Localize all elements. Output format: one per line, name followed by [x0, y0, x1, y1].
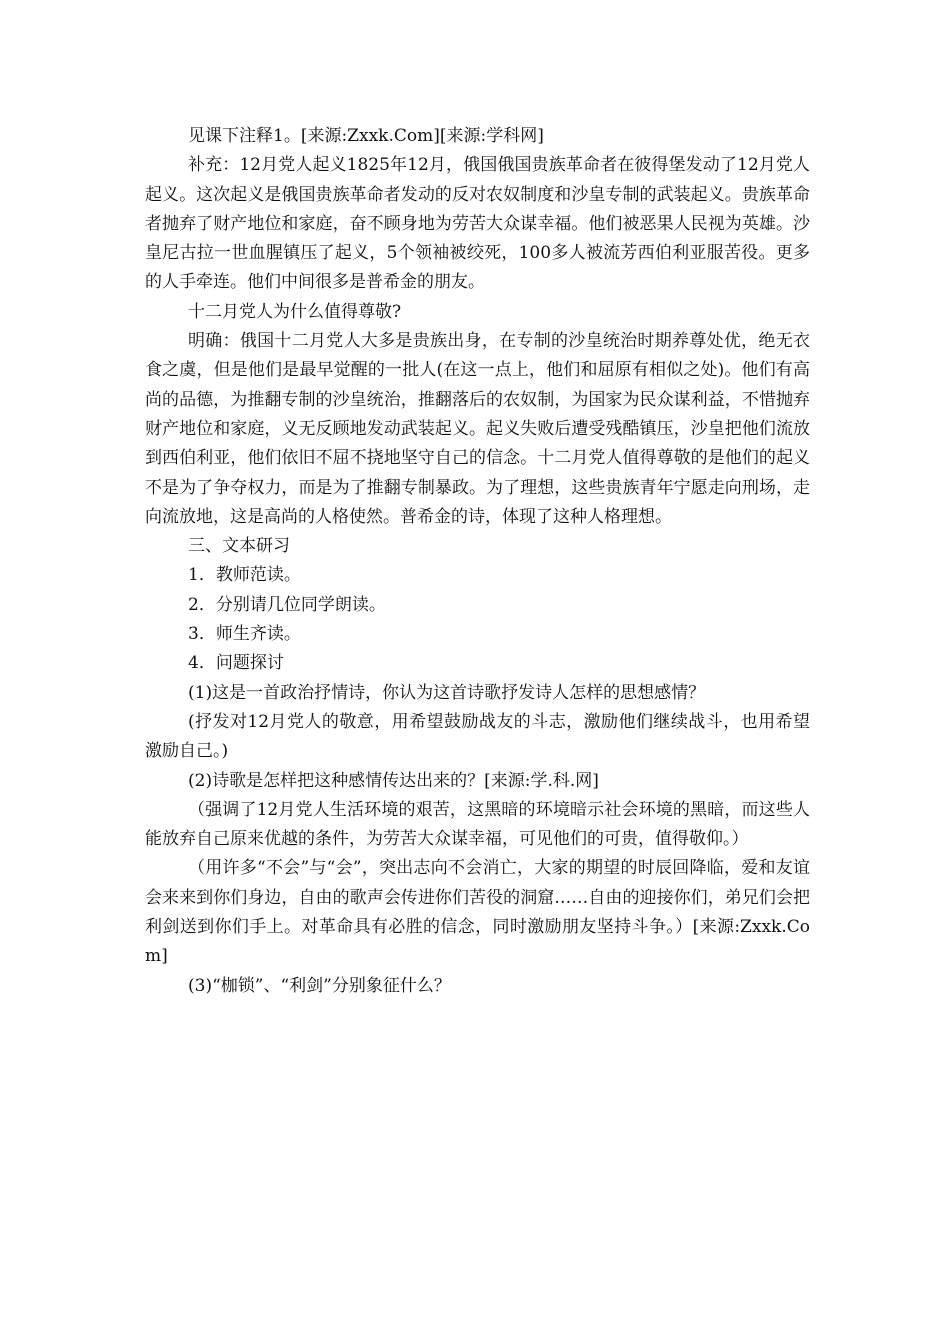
question-3: (3)“枷锁”、“利剑”分别象征什么？: [188, 975, 451, 996]
paragraph-clarification: 明确：俄国十二月党人大多是贵族出身，在专制的沙皇统治时期养尊处优，绝无衣食之虞，但是他们是最早觉醒的一批人(在这一点上，他们和屈原有相似之处)。他们有高尚的品德，为推翻专制的沙皇统治，推翻落后的农奴制，为国家为民众谋利益，不惜抛弃财产地位和家庭，义无反顾地发动武装起义。起义失败后遭受残酷镇压，沙皇把他们流放到西伯利亚，他们依旧不屈不挠地坚守自己的信念。十二月党人值得尊敬的是他们的起义不是为了争夺权力，而是为了推翻专制暴政。为了理想，这些贵族青年宁愿走向刑场，走向流放地，这是高尚的人格使然。普希金的诗，体现了这种人格理想。: [145, 331, 810, 527]
paragraph-question-respect: 十二月党人为什么值得尊敬?: [188, 301, 402, 322]
paragraph-supplement: 补充：12月党人起义1825年12月，俄国俄国贵族革命者在彼得堡发动了12月党人起义。这次起义是俄国贵族革命者发动的反对农奴制度和沙皇专制的武装起义。贵族革命者抛弃了财产地位和家庭，奋不顾身地为劳苦大众谋幸福。他们被恶果人民视为英雄。沙皇尼古拉一世血腥镇压了起义，5个领袖被绞死，100多人被流芳西伯利亚服苦役。更多的人手牵连。他们中间很多是普希金的朋友。: [145, 155, 810, 293]
list-item-teacher-reading: 1．教师范读。: [188, 565, 301, 586]
section-heading-text-study: 三、文本研习: [188, 536, 290, 557]
answer-1: (抒发对12月党人的敬意，用希望鼓励战友的斗志，激励他们继续战斗，也用希望激励自己。): [145, 711, 810, 762]
list-item-group-reading: 3．师生齐读。: [188, 624, 301, 645]
question-2: (2)诗歌是怎样把这种感情传达出来的？[来源:学.科.网]: [188, 770, 599, 791]
document-body: [145, 122, 810, 1001]
paragraph-source-note: 见课下注释1。[来源:Zxxk.Com][来源:学科网]: [188, 126, 544, 146]
question-1: (1)这是一首政治抒情诗，你认为这首诗歌抒发诗人怎样的思想感情？: [188, 682, 706, 703]
list-item-discussion: 4．问题探讨: [188, 653, 284, 674]
answer-2a: （强调了12月党人生活环境的艰苦，这黑暗的环境暗示社会环境的黑暗，而这些人能放弃自己原来优越的条件，为劳苦大众谋幸福，可见他们的可贵，值得敬仰。）: [145, 799, 810, 850]
list-item-student-reading: 2．分别请几位同学朗读。: [188, 594, 386, 615]
answer-2b: （用许多“不会”与“会”，突出志向不会消亡，大家的期望的时辰回降临，爱和友谊会来来到你们身边，自由的歌声会传进你们苦役的洞窟……自由的迎接你们，弟兄们会把利剑送到你们手上。对革命具有必胜的信念，同时激励朋友坚持斗争。）[来源:Zxxk.Com]: [145, 858, 810, 967]
